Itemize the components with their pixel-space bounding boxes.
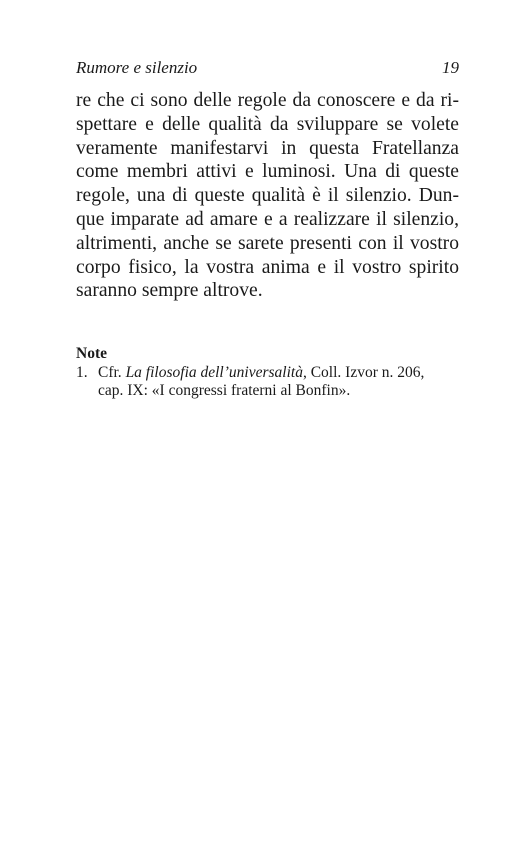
chapter-title: Rumore e silenzio bbox=[76, 58, 198, 77]
body-line: come membri attivi e luminosi. Una di queste bbox=[76, 161, 459, 183]
footnote-reference: , Coll. Izvor n. 206, bbox=[302, 364, 425, 382]
running-head bbox=[76, 58, 459, 78]
notes-heading: Note bbox=[76, 345, 107, 363]
footnote-text bbox=[98, 364, 424, 400]
body-line: que imparate ad amare e a realizzare il silenzio, bbox=[76, 208, 459, 230]
notes-section bbox=[76, 345, 459, 400]
body-line: spettare e delle qualità da sviluppare se volete bbox=[76, 113, 459, 135]
page-number: 19 bbox=[442, 58, 459, 77]
footnote-line bbox=[98, 364, 424, 382]
footnote-line: cap. IX: «I congressi fraterni al Bonfin». bbox=[98, 382, 351, 400]
body-line: altrimenti, anche se sarete presenti con il vostro bbox=[76, 232, 459, 254]
book-page bbox=[76, 58, 459, 400]
body-line: corpo fisico, la vostra anima e il vostro spirito bbox=[76, 256, 459, 278]
body-line: regole, una di queste qualità è il silenzio. Dun- bbox=[76, 185, 459, 207]
footnote bbox=[76, 364, 459, 400]
body-paragraph bbox=[76, 89, 459, 303]
body-line: saranno sempre altrove. bbox=[76, 280, 263, 302]
footnote-book-title: La filosofia dell’universalità bbox=[125, 364, 303, 382]
footnote-prefix: Cfr. bbox=[98, 364, 126, 382]
footnote-number: 1. bbox=[76, 364, 88, 382]
body-line: veramente manifestarvi in questa Fratellanza bbox=[76, 137, 459, 159]
body-line: re che ci sono delle regole da conoscere e da ri- bbox=[76, 90, 459, 111]
